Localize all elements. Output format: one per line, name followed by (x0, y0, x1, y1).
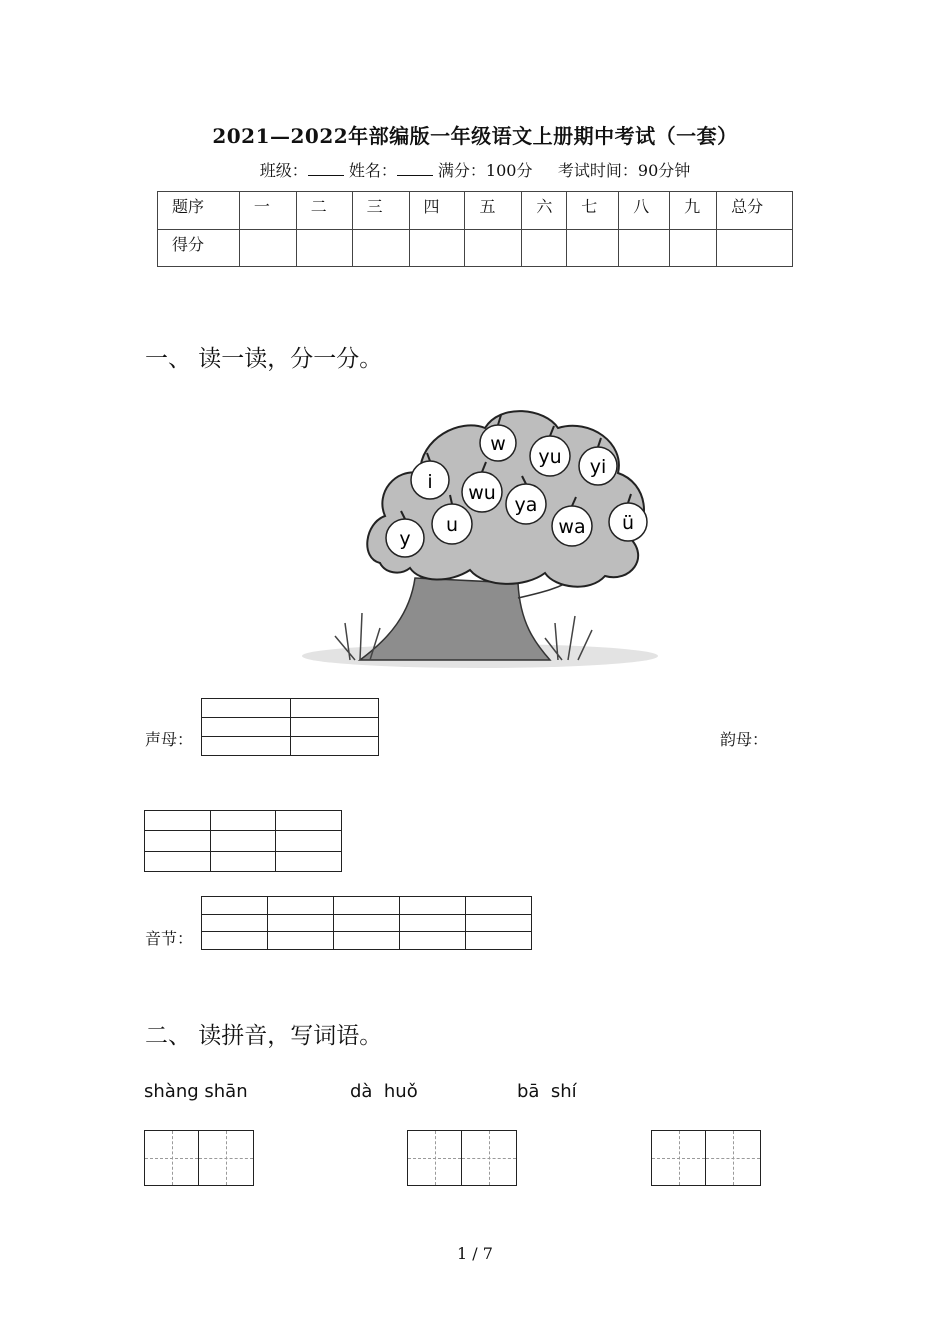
apple-letter: ya (514, 494, 538, 516)
score-cell[interactable] (522, 229, 567, 267)
score-cell[interactable] (717, 229, 793, 267)
class-label: 班级： (259, 161, 308, 180)
answer-cell[interactable] (400, 897, 466, 915)
exam-time: 考试时间：90分钟 (557, 161, 691, 180)
answer-cell[interactable] (202, 718, 291, 737)
answer-cell[interactable] (276, 811, 342, 831)
answer-cell[interactable] (145, 831, 211, 851)
shengmu-answer-grid (201, 698, 379, 756)
score-cell[interactable] (619, 229, 670, 267)
answer-cell[interactable] (334, 897, 400, 915)
yunmu-label: 韵母： (720, 730, 769, 749)
answer-cell[interactable] (290, 699, 379, 718)
score-table (157, 191, 793, 267)
writing-box-3 (651, 1130, 761, 1186)
answer-cell[interactable] (268, 932, 334, 950)
apple-letter: w (490, 433, 506, 455)
score-table-score-row (158, 229, 793, 267)
tianzi-cell[interactable] (706, 1131, 760, 1185)
yunmu-answer-grid (144, 810, 342, 872)
answer-cell[interactable] (276, 851, 342, 871)
apple-letter: wu (468, 482, 496, 504)
full-score: 满分：100分 (437, 161, 533, 180)
answer-cell[interactable] (145, 811, 211, 831)
score-header-cell: 一 (239, 192, 296, 230)
apple-letter: y (399, 528, 411, 550)
apple-letter: yu (538, 446, 562, 468)
answer-cell[interactable] (210, 851, 276, 871)
answer-cell[interactable] (268, 897, 334, 915)
score-header-cell: 九 (670, 192, 717, 230)
yinjie-label: 音节： (145, 929, 194, 948)
tianzi-cell[interactable] (462, 1131, 516, 1185)
answer-cell[interactable] (276, 831, 342, 851)
answer-cell[interactable] (290, 718, 379, 737)
apple-tree-illustration (300, 398, 665, 673)
section1-heading: 一、 读一读，分一分。 (145, 346, 383, 372)
apple-letter: wa (558, 516, 586, 538)
apple-letter: ü (621, 512, 635, 534)
score-header-cell: 八 (619, 192, 670, 230)
answer-cell[interactable] (145, 851, 211, 871)
score-cell[interactable] (352, 229, 409, 267)
pinyin-word-3: bā shí (517, 1081, 577, 1102)
name-blank[interactable] (397, 161, 433, 176)
score-row-label: 得分 (158, 229, 240, 267)
score-table-header-row (158, 192, 793, 230)
answer-cell[interactable] (202, 932, 268, 950)
tianzi-cell[interactable] (652, 1131, 706, 1185)
score-cell[interactable] (296, 229, 352, 267)
answer-cell[interactable] (202, 897, 268, 915)
pinyin-word-2: dà huǒ (350, 1081, 418, 1102)
answer-cell[interactable] (466, 932, 532, 950)
name-label: 姓名： (348, 161, 397, 180)
answer-cell[interactable] (202, 699, 291, 718)
score-cell[interactable] (567, 229, 619, 267)
answer-cell[interactable] (466, 897, 532, 915)
section2-heading: 二、 读拼音，写词语。 (145, 1023, 383, 1049)
class-blank[interactable] (308, 161, 344, 176)
score-header-cell: 题序 (158, 192, 240, 230)
answer-cell[interactable] (400, 914, 466, 932)
score-header-cell: 六 (522, 192, 567, 230)
score-cell[interactable] (465, 229, 522, 267)
tianzi-cell[interactable] (199, 1131, 253, 1185)
yinjie-answer-grid (201, 896, 532, 950)
tianzi-cell[interactable] (145, 1131, 199, 1185)
score-cell[interactable] (409, 229, 465, 267)
apple-letter: yi (589, 456, 607, 478)
apple-letter: u (445, 514, 459, 536)
answer-cell[interactable] (290, 737, 379, 756)
answer-cell[interactable] (210, 831, 276, 851)
answer-cell[interactable] (334, 914, 400, 932)
score-header-cell: 二 (296, 192, 352, 230)
score-header-cell: 五 (465, 192, 522, 230)
page-number: 1 / 7 (457, 1244, 493, 1263)
score-cell[interactable] (670, 229, 717, 267)
shengmu-label: 声母： (145, 730, 194, 749)
score-cell[interactable] (239, 229, 296, 267)
score-header-cell: 总分 (717, 192, 793, 230)
exam-info-line (0, 158, 950, 181)
apple-letter: i (427, 471, 433, 493)
answer-cell[interactable] (202, 914, 268, 932)
answer-cell[interactable] (334, 932, 400, 950)
answer-cell[interactable] (466, 914, 532, 932)
answer-cell[interactable] (210, 811, 276, 831)
score-header-cell: 七 (567, 192, 619, 230)
score-header-cell: 三 (352, 192, 409, 230)
exam-title: 2021—2022年部编版一年级语文上册期中考试（一套） (212, 124, 738, 148)
tianzi-cell[interactable] (408, 1131, 462, 1185)
tree-trunk (360, 578, 550, 660)
answer-cell[interactable] (202, 737, 291, 756)
score-header-cell: 四 (409, 192, 465, 230)
writing-box-2 (407, 1130, 517, 1186)
answer-cell[interactable] (268, 914, 334, 932)
answer-cell[interactable] (400, 932, 466, 950)
pinyin-word-1: shàng shān (144, 1081, 248, 1102)
writing-box-1 (144, 1130, 254, 1186)
